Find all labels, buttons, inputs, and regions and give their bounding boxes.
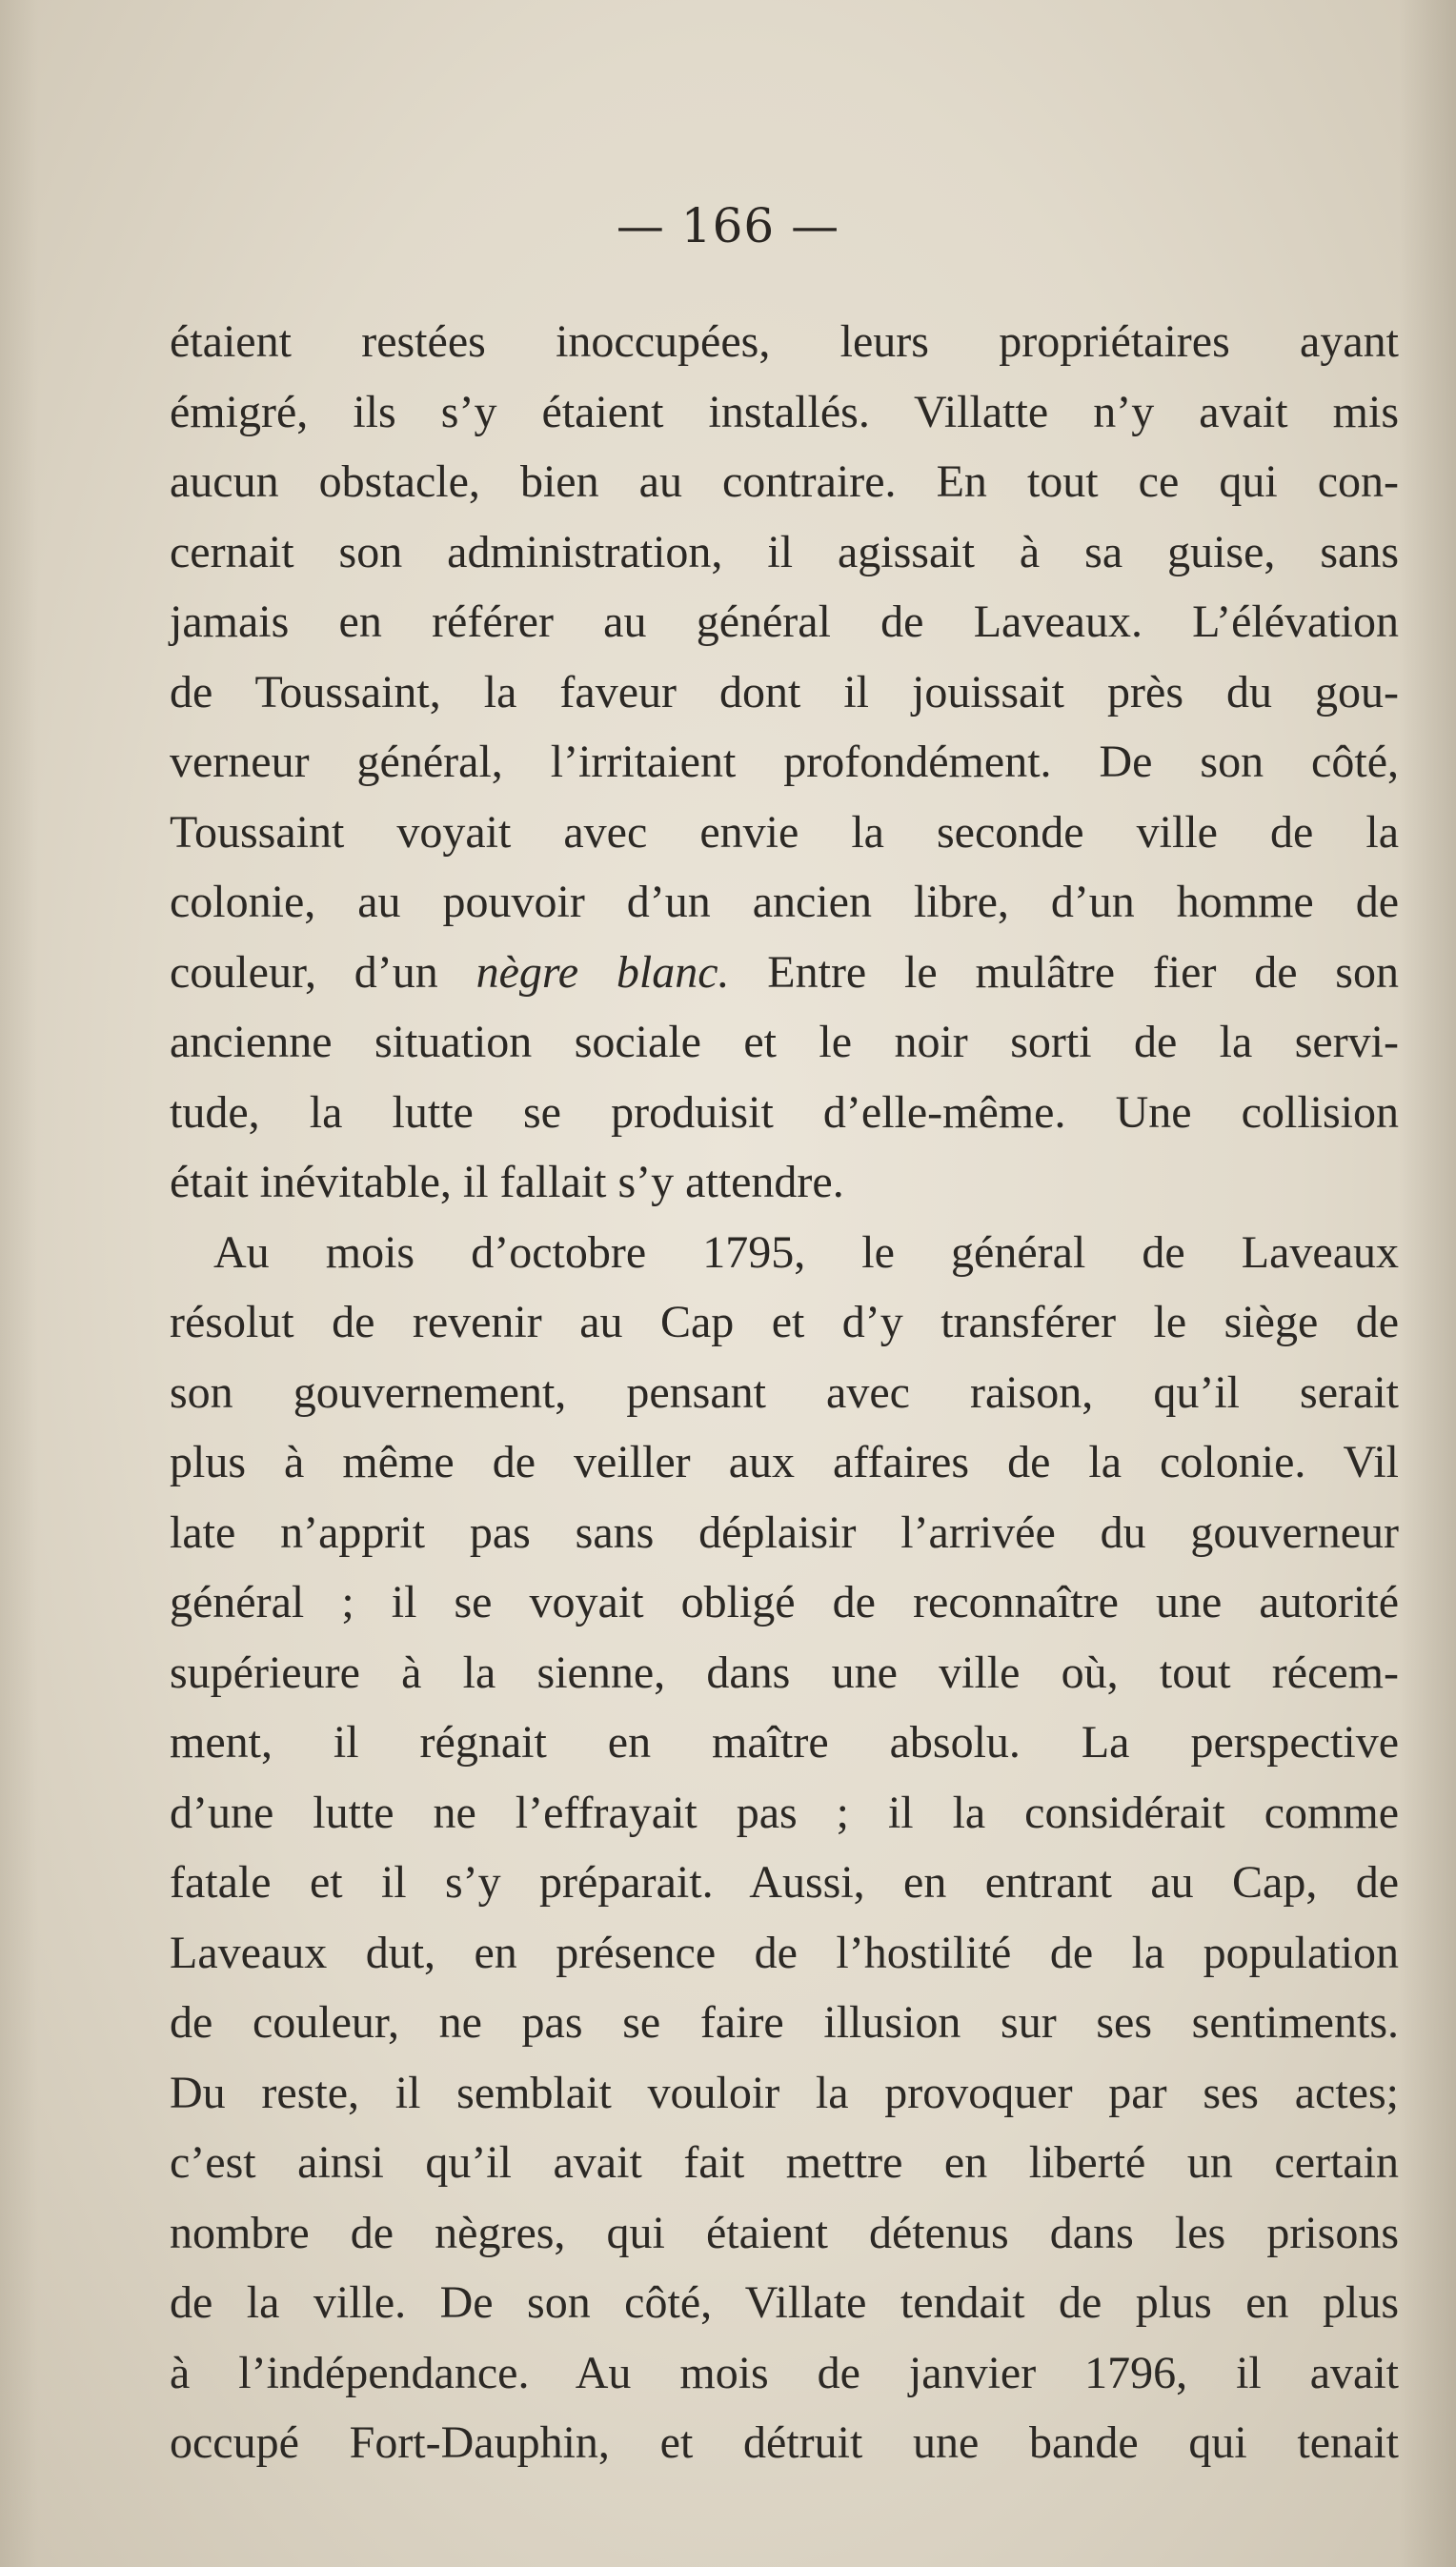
text-line: émigré, ils s’y étaient installés. Villatte n’y avait mis: [170, 386, 1399, 437]
page-right-edge-shadow: [1399, 0, 1456, 2567]
text-line: plus à même de veiller aux affaires de la colonie. Vil: [170, 1437, 1399, 1487]
text-line: à l’indépendance. Au mois de janvier 1796, il avait: [170, 2347, 1399, 2398]
text-line: son gouvernement, pensant avec raison, qu’il serait: [170, 1366, 1399, 1418]
text-line: verneur général, l’irritaient profondément. De son côté,: [170, 737, 1399, 787]
text-line: étaient restées inoccupées, leurs propriétaires ayant: [170, 316, 1399, 367]
text-line: cernait son administration, il agissait à sa guise, sans: [170, 526, 1399, 577]
text-line: ment, il régnait en maître absolu. La perspective: [170, 1717, 1399, 1768]
text-line: d’une lutte ne l’effrayait pas ; il la considérait comme: [170, 1787, 1399, 1838]
italic-phrase: nègre blanc.: [475, 946, 730, 998]
text-line: résolut de revenir au Cap et d’y transférer le siège de: [170, 1297, 1399, 1347]
text-line: c’est ainsi qu’il avait fait mettre en liberté un certain: [170, 2137, 1399, 2188]
text-line: Laveaux dut, en présence de l’hostilité de la population: [170, 1927, 1399, 1978]
body-text: [170, 307, 1399, 2478]
text-line: de la ville. De son côté, Villate tendait de plus en plus: [170, 2277, 1399, 2328]
paragraph-end-line: était inévitable, il fallait s’y attendre.: [170, 1157, 844, 1207]
text-line: ancienne situation sociale et le noir sorti de la servi-: [170, 1017, 1399, 1067]
text-line: général ; il se voyait obligé de reconnaître une autorité: [170, 1577, 1399, 1627]
page-number: — 166 —: [616, 198, 840, 253]
text-segment: Entre le mulâtre fier de son: [729, 946, 1399, 998]
text-line: supérieure à la sienne, dans une ville où, tout récem-: [170, 1647, 1399, 1698]
text-line: fatale et il s’y préparait. Aussi, en entrant au Cap, de: [170, 1857, 1399, 1908]
text-line: de Toussaint, la faveur dont il jouissait près du gou-: [170, 666, 1399, 718]
text-line: colonie, au pouvoir d’un ancien libre, d’un homme de: [170, 877, 1399, 927]
text-line: late n’apprit pas sans déplaisir l’arrivée du gouverneur: [170, 1506, 1399, 1558]
text-line: nombre de nègres, qui étaient détenus dans les prisons: [170, 2207, 1399, 2258]
text-line: Toussaint voyait avec envie la seconde ville de la: [170, 806, 1399, 858]
text-line: jamais en référer au général de Laveaux. L’élévation: [170, 596, 1399, 647]
text-line: occupé Fort-Dauphin, et détruit une bande qui tenait: [170, 2417, 1399, 2468]
text-line: aucun obstacle, bien au contraire. En tout ce qui con-: [170, 456, 1399, 507]
text-line-with-italic: [170, 938, 1399, 1008]
text-line: de couleur, ne pas se faire illusion sur ses sentiments.: [170, 1997, 1399, 2048]
text-line: tude, la lutte se produisit d’elle-même. Une collision: [170, 1086, 1399, 1138]
text-segment: couleur, d’un: [170, 946, 476, 998]
text-line: Du reste, il semblait vouloir la provoquer par ses actes;: [170, 2067, 1399, 2118]
page-left-edge-shadow: [0, 0, 38, 2567]
paragraph-start-line: Au mois d’octobre 1795, le général de Laveaux: [213, 1226, 1399, 1278]
